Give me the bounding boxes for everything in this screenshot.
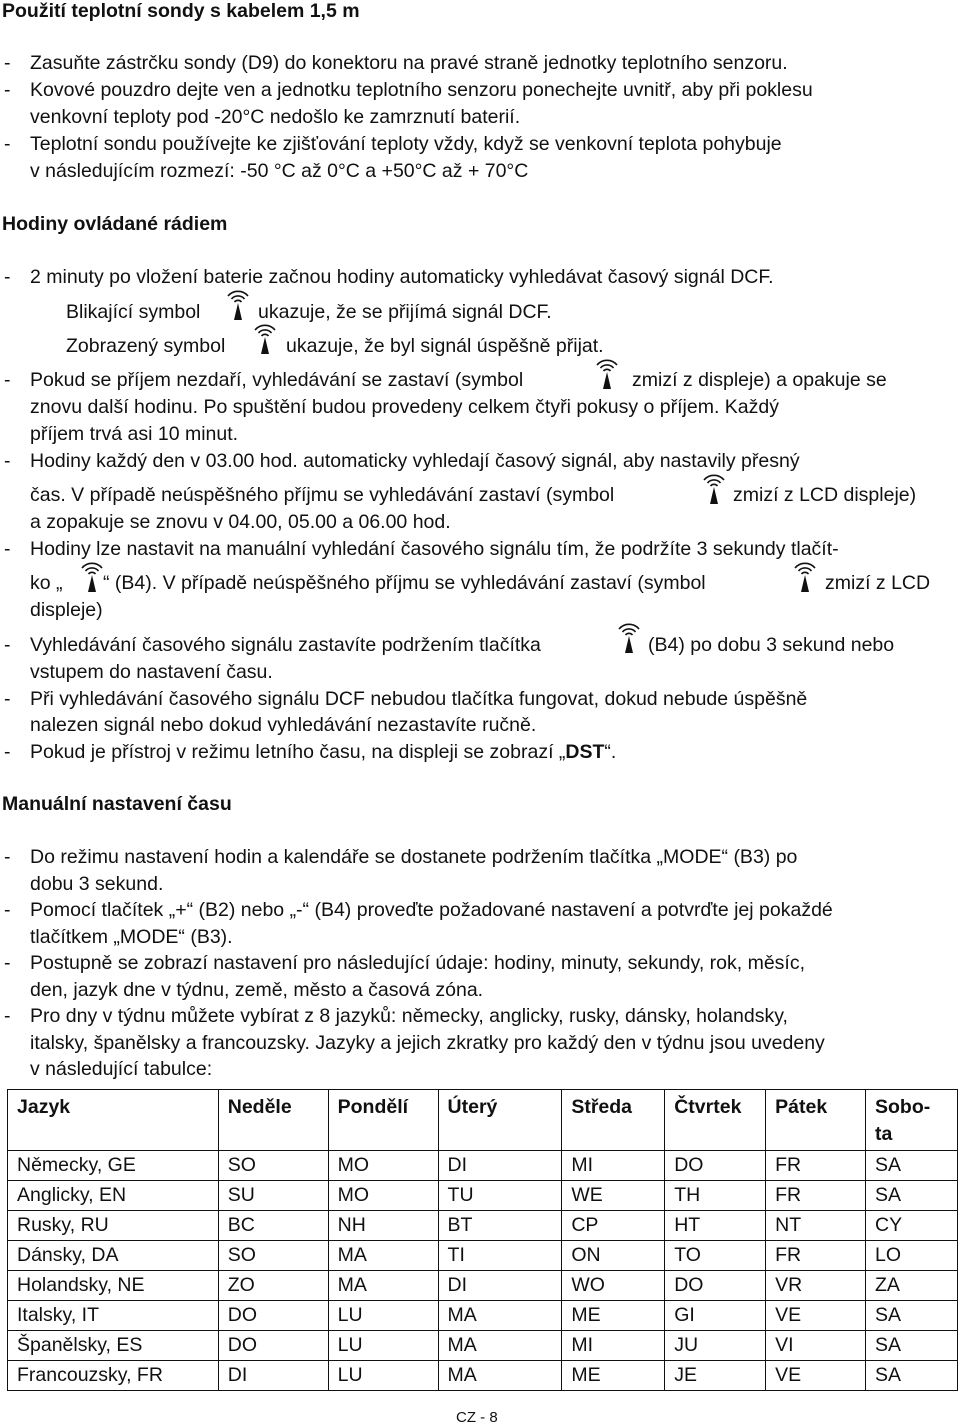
table-header-cell: Středa <box>562 1090 665 1151</box>
antenna-signal-icon <box>594 356 620 390</box>
table-cell: TH <box>665 1181 766 1211</box>
text-line: ukazuje, že se přijímá signál DCF. <box>258 301 552 323</box>
table-cell: VR <box>766 1271 866 1301</box>
table-cell: DI <box>438 1271 562 1301</box>
text-line: příjem trvá asi 10 minut. <box>30 423 239 445</box>
text-line: “ (B4). V případě neúspěšného příjmu se vyhledávání zastaví (symbol <box>103 572 706 594</box>
text-line: ko „ <box>30 572 63 594</box>
text-line: Pokud je přístroj v režimu letního času, na displeji se zobrazí „DST“. <box>30 741 617 763</box>
table-cell: VI <box>766 1331 866 1361</box>
table-cell: LO <box>866 1241 958 1271</box>
table-row <box>8 1331 958 1361</box>
text-line: Pomocí tlačítek „+“ (B2) nebo „-“ (B4) proveďte požadované nastavení a potvrďte jej pokaždé <box>30 899 833 921</box>
table-cell: DO <box>218 1331 328 1361</box>
table-cell: SA <box>866 1331 958 1361</box>
text-line: Vyhledávání časového signálu zastavíte podržením tlačítka <box>30 634 541 656</box>
table-cell: SU <box>218 1181 328 1211</box>
table-row <box>8 1151 958 1181</box>
table-cell: LU <box>328 1331 438 1361</box>
table-cell: BC <box>218 1211 328 1241</box>
table-cell: TU <box>438 1181 562 1211</box>
table-cell: Holandsky, NE <box>8 1271 219 1301</box>
table-cell: NH <box>328 1211 438 1241</box>
text-line: Zobrazený symbol <box>66 335 226 357</box>
table-cell: LU <box>328 1301 438 1331</box>
section-title-manual-time: Manuální nastavení času <box>2 793 232 815</box>
text-line: venkovní teploty pod -20°C nedošlo ke zamrznutí baterií. <box>30 106 521 128</box>
text-line: Teplotní sondu používejte ke zjišťování teploty vždy, když se venkovní teplota pohybuje <box>30 133 782 155</box>
table-row <box>8 1271 958 1301</box>
text-line: italsky, španělsky a francouzsky. Jazyky a jejich zkratky pro každý den v týdnu jsou uvedeny <box>30 1032 825 1054</box>
table-header-cell: Jazyk <box>8 1090 219 1151</box>
table-cell: JU <box>665 1331 766 1361</box>
text-line: čas. V případě neúspěšného příjmu se vyhledávání zastaví (symbol <box>30 484 615 506</box>
text-line: dobu 3 sekund. <box>30 873 164 895</box>
table-cell: JE <box>665 1361 766 1391</box>
table-header-cell: Pondělí <box>328 1090 438 1151</box>
table-cell: SO <box>218 1151 328 1181</box>
table-cell: DO <box>665 1271 766 1301</box>
text-line: Pokud se příjem nezdaří, vyhledávání se zastaví (symbol <box>30 369 524 391</box>
table-cell: NT <box>766 1211 866 1241</box>
table-header-cell: Úterý <box>438 1090 562 1151</box>
text-line: zmizí z LCD <box>825 572 931 594</box>
table-row <box>8 1301 958 1331</box>
antenna-signal-icon <box>225 287 251 321</box>
text-line: Kovové pouzdro dejte ven a jednotku teplotního senzoru ponechejte uvnitř, aby při poklesu <box>30 79 813 101</box>
table-cell: MO <box>328 1181 438 1211</box>
table-header-row <box>8 1090 958 1151</box>
text-line: displeje) <box>30 599 103 621</box>
text-line: Pro dny v týdnu můžete vybírat z 8 jazyků: německy, anglicky, rusky, dánsky, holandsky, <box>30 1005 788 1027</box>
table-cell: SA <box>866 1361 958 1391</box>
table-cell: ME <box>562 1361 665 1391</box>
text-line: v následující tabulce: <box>30 1058 213 1080</box>
text-line: zmizí z displeje) a opakuje se <box>632 369 887 391</box>
table-cell: FR <box>766 1241 866 1271</box>
table-header-cell: Čtvrtek <box>665 1090 766 1151</box>
text-line: ukazuje, že byl signál úspěšně přijat. <box>286 335 604 357</box>
table-row <box>8 1181 958 1211</box>
table-cell: FR <box>766 1151 866 1181</box>
table-cell: Rusky, RU <box>8 1211 219 1241</box>
table-cell: Italsky, IT <box>8 1301 219 1331</box>
table-cell: MA <box>438 1331 562 1361</box>
table-cell: HT <box>665 1211 766 1241</box>
table-cell: BT <box>438 1211 562 1241</box>
table-cell: CP <box>562 1211 665 1241</box>
text-line: a zopakuje se znovu v 04.00, 05.00 a 06.00 hod. <box>30 511 451 533</box>
table-cell: FR <box>766 1181 866 1211</box>
text-line: Hodiny každý den v 03.00 hod. automaticky vyhledají časový signál, aby nastavily přesný <box>30 450 800 472</box>
table-cell: Dánsky, DA <box>8 1241 219 1271</box>
antenna-signal-icon <box>616 620 642 654</box>
text-line: zmizí z LCD displeje) <box>733 484 917 506</box>
text-line: v následujícím rozmezí: -50 °C až 0°C a +50°C až + 70°C <box>30 160 529 182</box>
text-line: Do režimu nastavení hodin a kalendáře se dostanete podržením tlačítka „MODE“ (B3) po <box>30 846 798 868</box>
text-line: Při vyhledávání časového signálu DCF nebudou tlačítka fungovat, dokud nebude úspěšně <box>30 688 808 710</box>
text-line: znovu další hodinu. Po spuštění budou provedeny celkem čtyři pokusy o příjem. Každý <box>30 396 779 418</box>
table-header-cell: Pátek <box>766 1090 866 1151</box>
table-cell: MA <box>328 1241 438 1271</box>
table-cell: Anglicky, EN <box>8 1181 219 1211</box>
table-header-cell: Sobo- ta <box>866 1090 958 1151</box>
antenna-signal-icon <box>252 321 278 355</box>
text-line: (B4) po dobu 3 sekund nebo <box>648 634 895 656</box>
text-line: vstupem do nastavení času. <box>30 661 273 683</box>
table-cell: MI <box>562 1151 665 1181</box>
antenna-signal-icon <box>701 471 727 505</box>
table-row <box>8 1361 958 1391</box>
table-cell: SA <box>866 1301 958 1331</box>
table-cell: LU <box>328 1361 438 1391</box>
weekday-language-table <box>7 1089 958 1391</box>
table-cell: SA <box>866 1151 958 1181</box>
table-cell: TO <box>665 1241 766 1271</box>
table-cell: DI <box>218 1361 328 1391</box>
table-cell: WO <box>562 1271 665 1301</box>
text-line: Postupně se zobrazí nastavení pro následující údaje: hodiny, minuty, sekundy, rok, měsíc, <box>30 952 806 974</box>
section-title-radio-clock: Hodiny ovládané rádiem <box>2 213 228 235</box>
table-cell: Španělsky, ES <box>8 1331 219 1361</box>
table-cell: ON <box>562 1241 665 1271</box>
page-number: CZ - 8 <box>456 1409 498 1426</box>
text-line: 2 minuty po vložení baterie začnou hodiny automaticky vyhledávat časový signál DCF. <box>30 266 774 288</box>
text-line: den, jazyk dne v týdnu, země, město a časová zóna. <box>30 979 484 1001</box>
table-row <box>8 1241 958 1271</box>
antenna-signal-icon <box>79 559 105 593</box>
section-title-probe: Použití teplotní sondy s kabelem 1,5 m <box>2 0 360 22</box>
text-line: tlačítkem „MODE“ (B3). <box>30 926 233 948</box>
table-cell: MA <box>438 1301 562 1331</box>
table-cell: VE <box>766 1361 866 1391</box>
table-cell: SO <box>218 1241 328 1271</box>
table-cell: Francouzsky, FR <box>8 1361 219 1391</box>
table-cell: CY <box>866 1211 958 1241</box>
table-cell: Německy, GE <box>8 1151 219 1181</box>
table-cell: DO <box>218 1301 328 1331</box>
table-cell: DI <box>438 1151 562 1181</box>
table-cell: ME <box>562 1301 665 1331</box>
table-cell: SA <box>866 1181 958 1211</box>
table-cell: ZO <box>218 1271 328 1301</box>
table-cell: WE <box>562 1181 665 1211</box>
table-header-cell: Neděle <box>218 1090 328 1151</box>
table-cell: DO <box>665 1151 766 1181</box>
table-cell: MO <box>328 1151 438 1181</box>
antenna-signal-icon <box>792 559 818 593</box>
table-cell: ZA <box>866 1271 958 1301</box>
text-line: Zasuňte zástrčku sondy (D9) do konektoru na pravé straně jednotky teplotního senzoru. <box>30 52 788 74</box>
text-line: nalezen signál nebo dokud vyhledávání nezastavíte ručně. <box>30 714 537 736</box>
table-row <box>8 1211 958 1241</box>
table-cell: MA <box>438 1361 562 1391</box>
table-cell: VE <box>766 1301 866 1331</box>
table-cell: MI <box>562 1331 665 1361</box>
table-cell: MA <box>328 1271 438 1301</box>
text-line: Hodiny lze nastavit na manuální vyhledání časového signálu tím, že podržíte 3 sekundy tlačít- <box>30 538 839 560</box>
table-cell: GI <box>665 1301 766 1331</box>
text-line: Blikající symbol <box>66 301 201 323</box>
table-cell: TI <box>438 1241 562 1271</box>
